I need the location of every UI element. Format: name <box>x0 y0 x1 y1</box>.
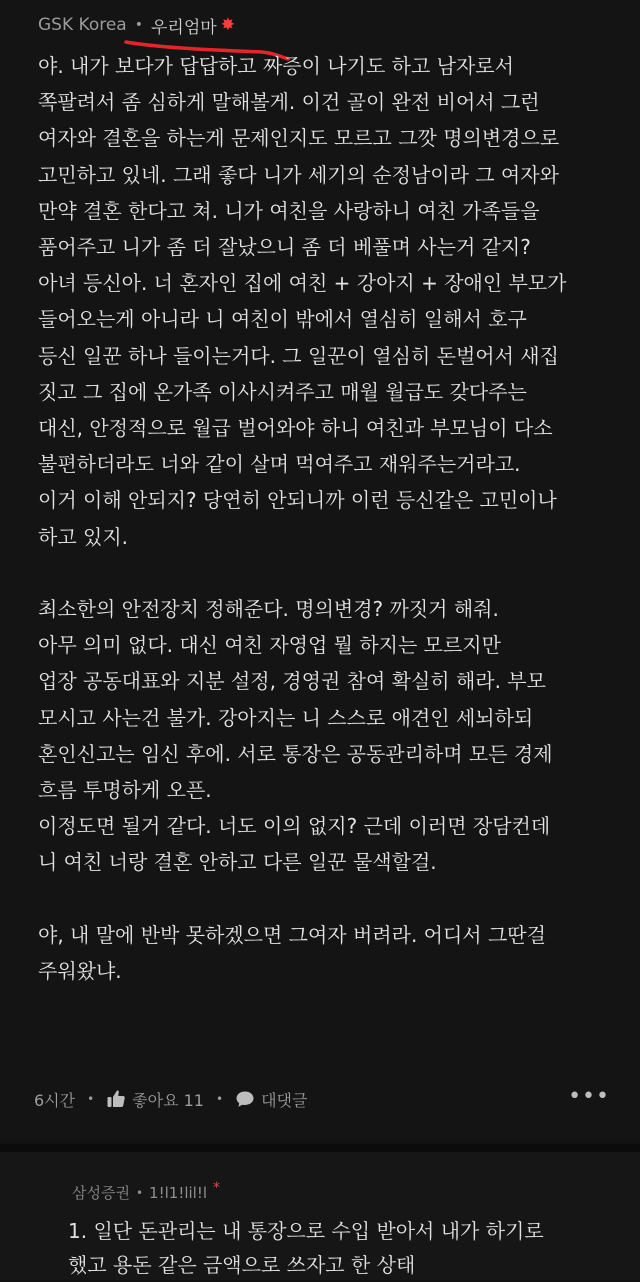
comment-actions <box>34 1086 614 1112</box>
author-nickname[interactable]: 우리엄마 <box>150 17 217 38</box>
text-line: 들어오는게 아니라 니 여친이 밖에서 열심히 일해서 호구 <box>38 307 527 332</box>
like-button[interactable]: 좋아요 11 <box>132 1090 204 1110</box>
header-separator: • <box>134 17 143 33</box>
footer-separator: • <box>216 1092 224 1106</box>
thumbs-up-icon[interactable] <box>106 1089 126 1109</box>
paragraph-gap <box>38 881 618 917</box>
text-line: 아무 의미 없다. 대신 여친 자영업 뭘 하지는 모르지만 <box>38 633 501 658</box>
text-line: 고민하고 있네. 그래 좋다 니가 세기의 순정남이라 그 여자와 <box>38 162 559 187</box>
reply-author-company[interactable]: 삼성증권 <box>72 1184 130 1202</box>
text-line: 여자와 결혼을 하는게 문제인지도 모르고 그깟 명의변경으로 <box>38 126 560 151</box>
text-line: 이거 이해 안되지? 당연히 안되니까 이런 등신같은 고민이나 <box>38 488 557 513</box>
comment-body <box>38 48 618 989</box>
reply-author-mark: * <box>213 1179 221 1196</box>
reply-header <box>72 1179 221 1203</box>
reply-body <box>68 1214 628 1282</box>
reply-card <box>0 1152 640 1280</box>
footer-separator: • <box>87 1092 95 1106</box>
more-dots-icon[interactable]: ••• <box>568 1084 610 1109</box>
text-line: 하고 있지. <box>38 524 128 549</box>
text-line: 야, 내 말에 반박 못하겠으면 그여자 버려라. 어디서 그딴걸 <box>38 922 546 947</box>
text-line: 모시고 사는건 불가. 강아지는 니 스스로 애견인 세뇌하되 <box>38 705 534 730</box>
text-line: 불편하더라도 너와 같이 살며 먹여주고 재워주는거라고. <box>38 452 521 477</box>
section-divider <box>0 1144 640 1152</box>
text-line: 흐름 투명하게 오픈. <box>38 778 212 803</box>
paragraph <box>38 917 618 989</box>
burst-icon: ✸ <box>220 15 235 35</box>
timestamp: 6시간 <box>34 1090 76 1110</box>
text-line: 했고 용돈 같은 금액으로 쓰자고 한 상태 <box>68 1253 416 1277</box>
paragraph <box>38 591 618 881</box>
text-line: 니 여친 너랑 결혼 안하고 다른 일꾼 물색할걸. <box>38 850 437 875</box>
header-separator: • <box>135 1185 144 1200</box>
text-line: 야. 내가 보다가 답답하고 짜증이 나기도 하고 남자로서 <box>38 54 514 78</box>
text-line: 등신 일꾼 하나 들이는거다. 그 일꾼이 열심히 돈벌어서 새집 <box>38 343 559 368</box>
author-company[interactable]: GSK Korea <box>38 15 127 35</box>
text-line: 아녀 등신아. 너 혼자인 집에 여친 + 강아지 + 장애인 부모가 <box>38 271 567 296</box>
reply-button[interactable]: 대댓글 <box>261 1090 308 1110</box>
text-line: 1. 일단 돈관리는 내 통장으로 수입 받아서 내가 하기로 <box>68 1219 544 1243</box>
text-line: 대신, 안정적으로 월급 벌어와야 하니 여친과 부모님이 다소 <box>38 416 553 441</box>
text-line: 만약 결혼 한다고 쳐. 니가 여친을 사랑하니 여친 가족들을 <box>38 198 540 223</box>
paragraph-gap <box>38 555 618 591</box>
text-line: 쪽팔려서 좀 심하게 말해볼게. 이건 골이 완전 비어서 그런 <box>38 90 540 115</box>
text-line: 최소한의 안전장치 정해준다. 명의변경? 까짓거 해줘. <box>38 597 499 622</box>
text-line: 혼인신고는 임신 후에. 서로 통장은 공동관리하며 모든 경제 <box>38 741 553 766</box>
text-line: 이정도면 될거 같다. 너도 이의 없지? 근데 이러면 장담컨데 <box>38 814 551 839</box>
text-line: 주워왔냐. <box>38 959 122 984</box>
text-line: 업장 공동대표와 지분 설정, 경영권 참여 확실히 해라. 부모 <box>38 669 546 694</box>
text-line: 짓고 그 집에 온가족 이사시켜주고 매월 월급도 갖다주는 <box>38 379 527 404</box>
text-line: 품어주고 니가 좀 더 잘났으니 좀 더 베풀며 사는거 같지? <box>38 235 531 260</box>
paragraph <box>38 48 618 555</box>
comment-header <box>38 12 235 38</box>
speech-bubble-icon[interactable] <box>235 1089 255 1109</box>
reply-author-nickname[interactable]: 1!l1!lil!l <box>149 1183 208 1202</box>
